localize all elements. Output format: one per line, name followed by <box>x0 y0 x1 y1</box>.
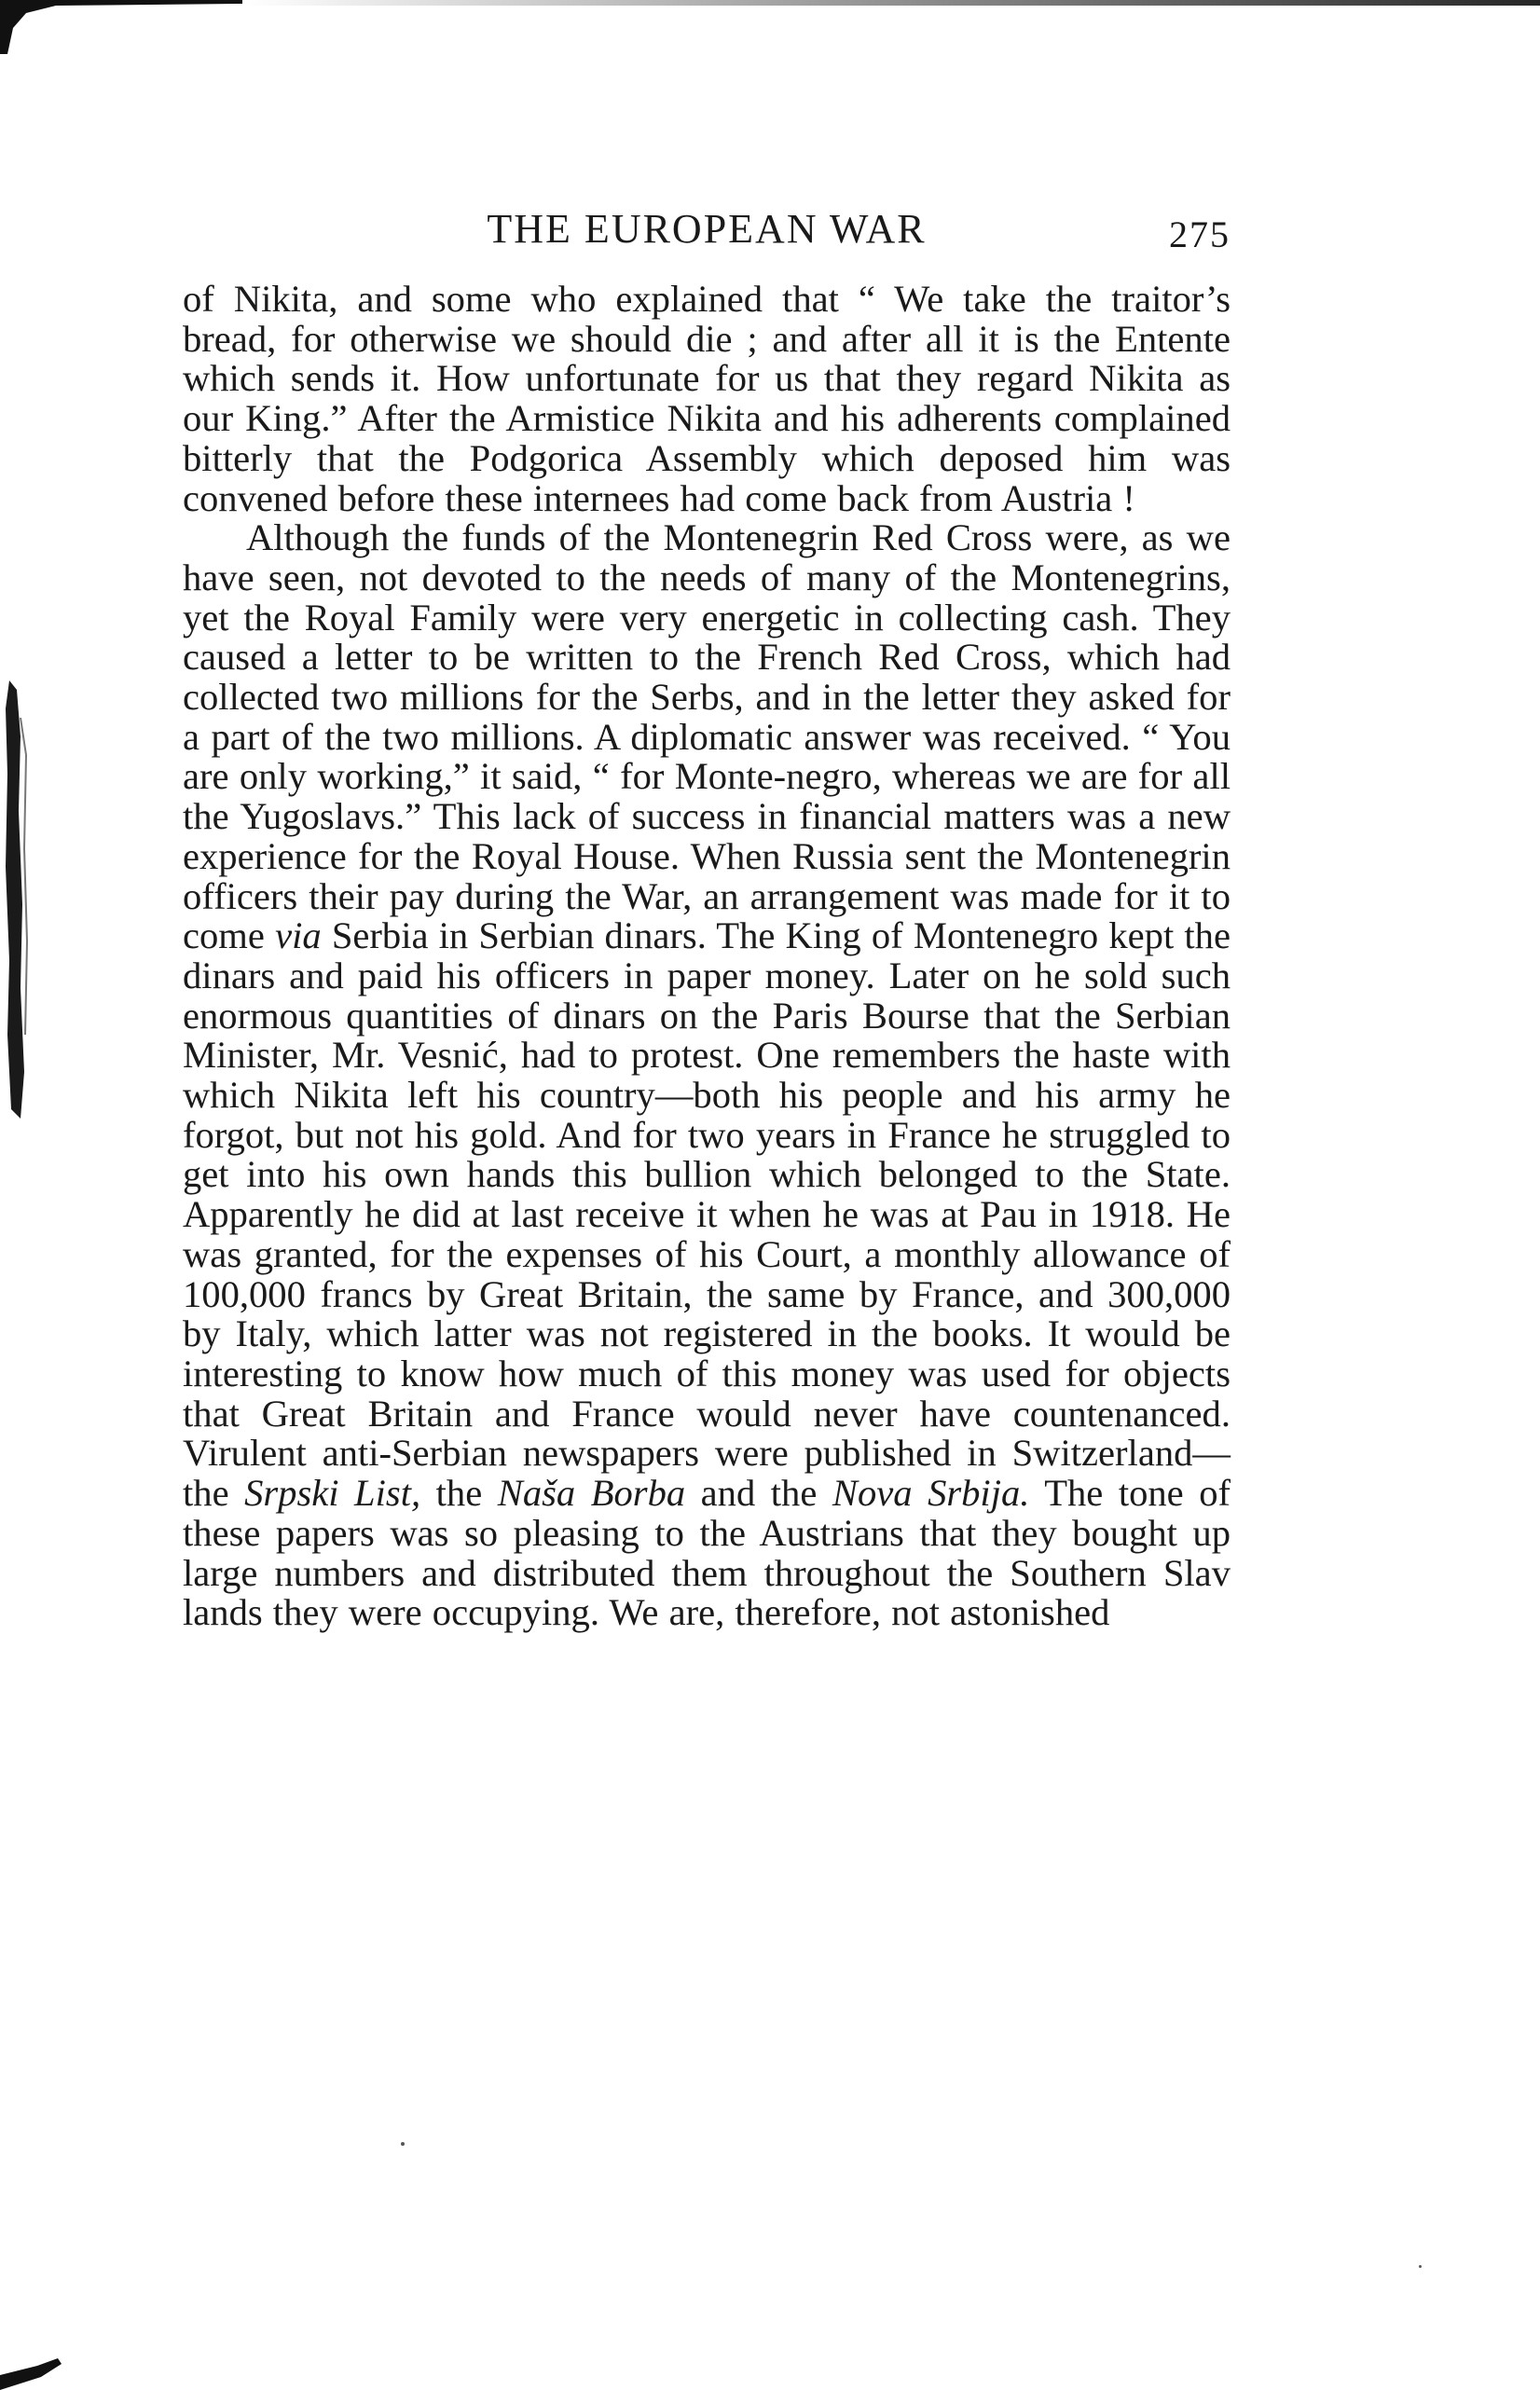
paragraph-text: of Nikita, and some who explained that “ We take the traitor’s bread, for otherwise we should die ; and after all it is the Entente which sends it. How unfortunate for us that they regard Nikita as our King.” After the Armistice Nikita and his adherents complained bitterly that the Podgorica Assembly which deposed him was convened before these internees had come back from Austria ! <box>183 278 1231 519</box>
scan-speck <box>401 2142 405 2146</box>
newspaper-title-nasa-borba: Naša Borba <box>497 1472 686 1515</box>
scan-edge-mark-left <box>0 680 28 1119</box>
newspaper-title-srpski-list: Srpski List, <box>244 1472 421 1515</box>
paragraph-2 <box>183 518 1231 1633</box>
page-number: 275 <box>1169 213 1231 255</box>
scan-edge-mark-top-left <box>0 0 242 56</box>
scan-speck <box>1419 2265 1422 2268</box>
running-head: THE EUROPEAN WAR <box>487 206 927 252</box>
italic-word-via: via <box>275 914 322 957</box>
scan-edge-mark-bottom-left <box>0 2349 75 2390</box>
body-text <box>183 280 1231 1633</box>
paragraph-text: and the <box>685 1472 832 1515</box>
paragraph-text: Serbia in Serbian dinars. The King of Montenegro kept the dinars and paid his officers in paper money. Later on he sold such enormous quantities of dinars on the Paris Bourse that the Serbian Minister, Mr. Vesnić, had to protest. One remembers the haste with which Nikita left his country—both his people and his army he forgot, but not his gold. And for two years in France he struggled to get into his own hands this bullion which belonged to the State. Apparently he did at last receive it when he was at Pau in 1918. He was granted, for the expenses of his Court, a monthly allowance of 100,000 francs by Great Britain, the same by France, and 300,000 by Italy, which latter was not registered in the books. It would be interesting to know how much of this money was used for objects that Great Britain and France would never have countenanced. Virulent anti-Serbian newspapers were published in Switzerland—the <box>183 914 1231 1515</box>
scan-edge-line-top <box>242 0 1540 6</box>
page-header <box>183 201 1231 257</box>
paragraph-text: The tone of these papers was so pleasing to the Austrians that they bought up large numbers and distributed them throughout the Southern Slav lands they were occupying. We are, therefore, not astonished <box>183 1472 1231 1634</box>
paragraph-text: Although the funds of the Montenegrin Red Cross were, as we have seen, not devoted to the needs of many of the Montenegrins, yet the Royal Family were very energetic in collecting cash. They caused a letter to be written to the French Red Cross, which had collected two millions for the Serbs, and in the letter they asked for a part of the two millions. A diplomatic answer was received. “ You are only working,” it said, “ for Monte-negro, whereas we are for all the Yugoslavs.” This lack of success in financial matters was a new experience for the Royal House. When Russia sent the Montenegrin officers their pay during the War, an arrangement was made for it to come <box>183 516 1231 957</box>
paragraph-1 <box>183 280 1231 518</box>
paragraph-text: the <box>420 1472 498 1515</box>
newspaper-title-nova-srbija: Nova Srbija. <box>832 1472 1030 1515</box>
